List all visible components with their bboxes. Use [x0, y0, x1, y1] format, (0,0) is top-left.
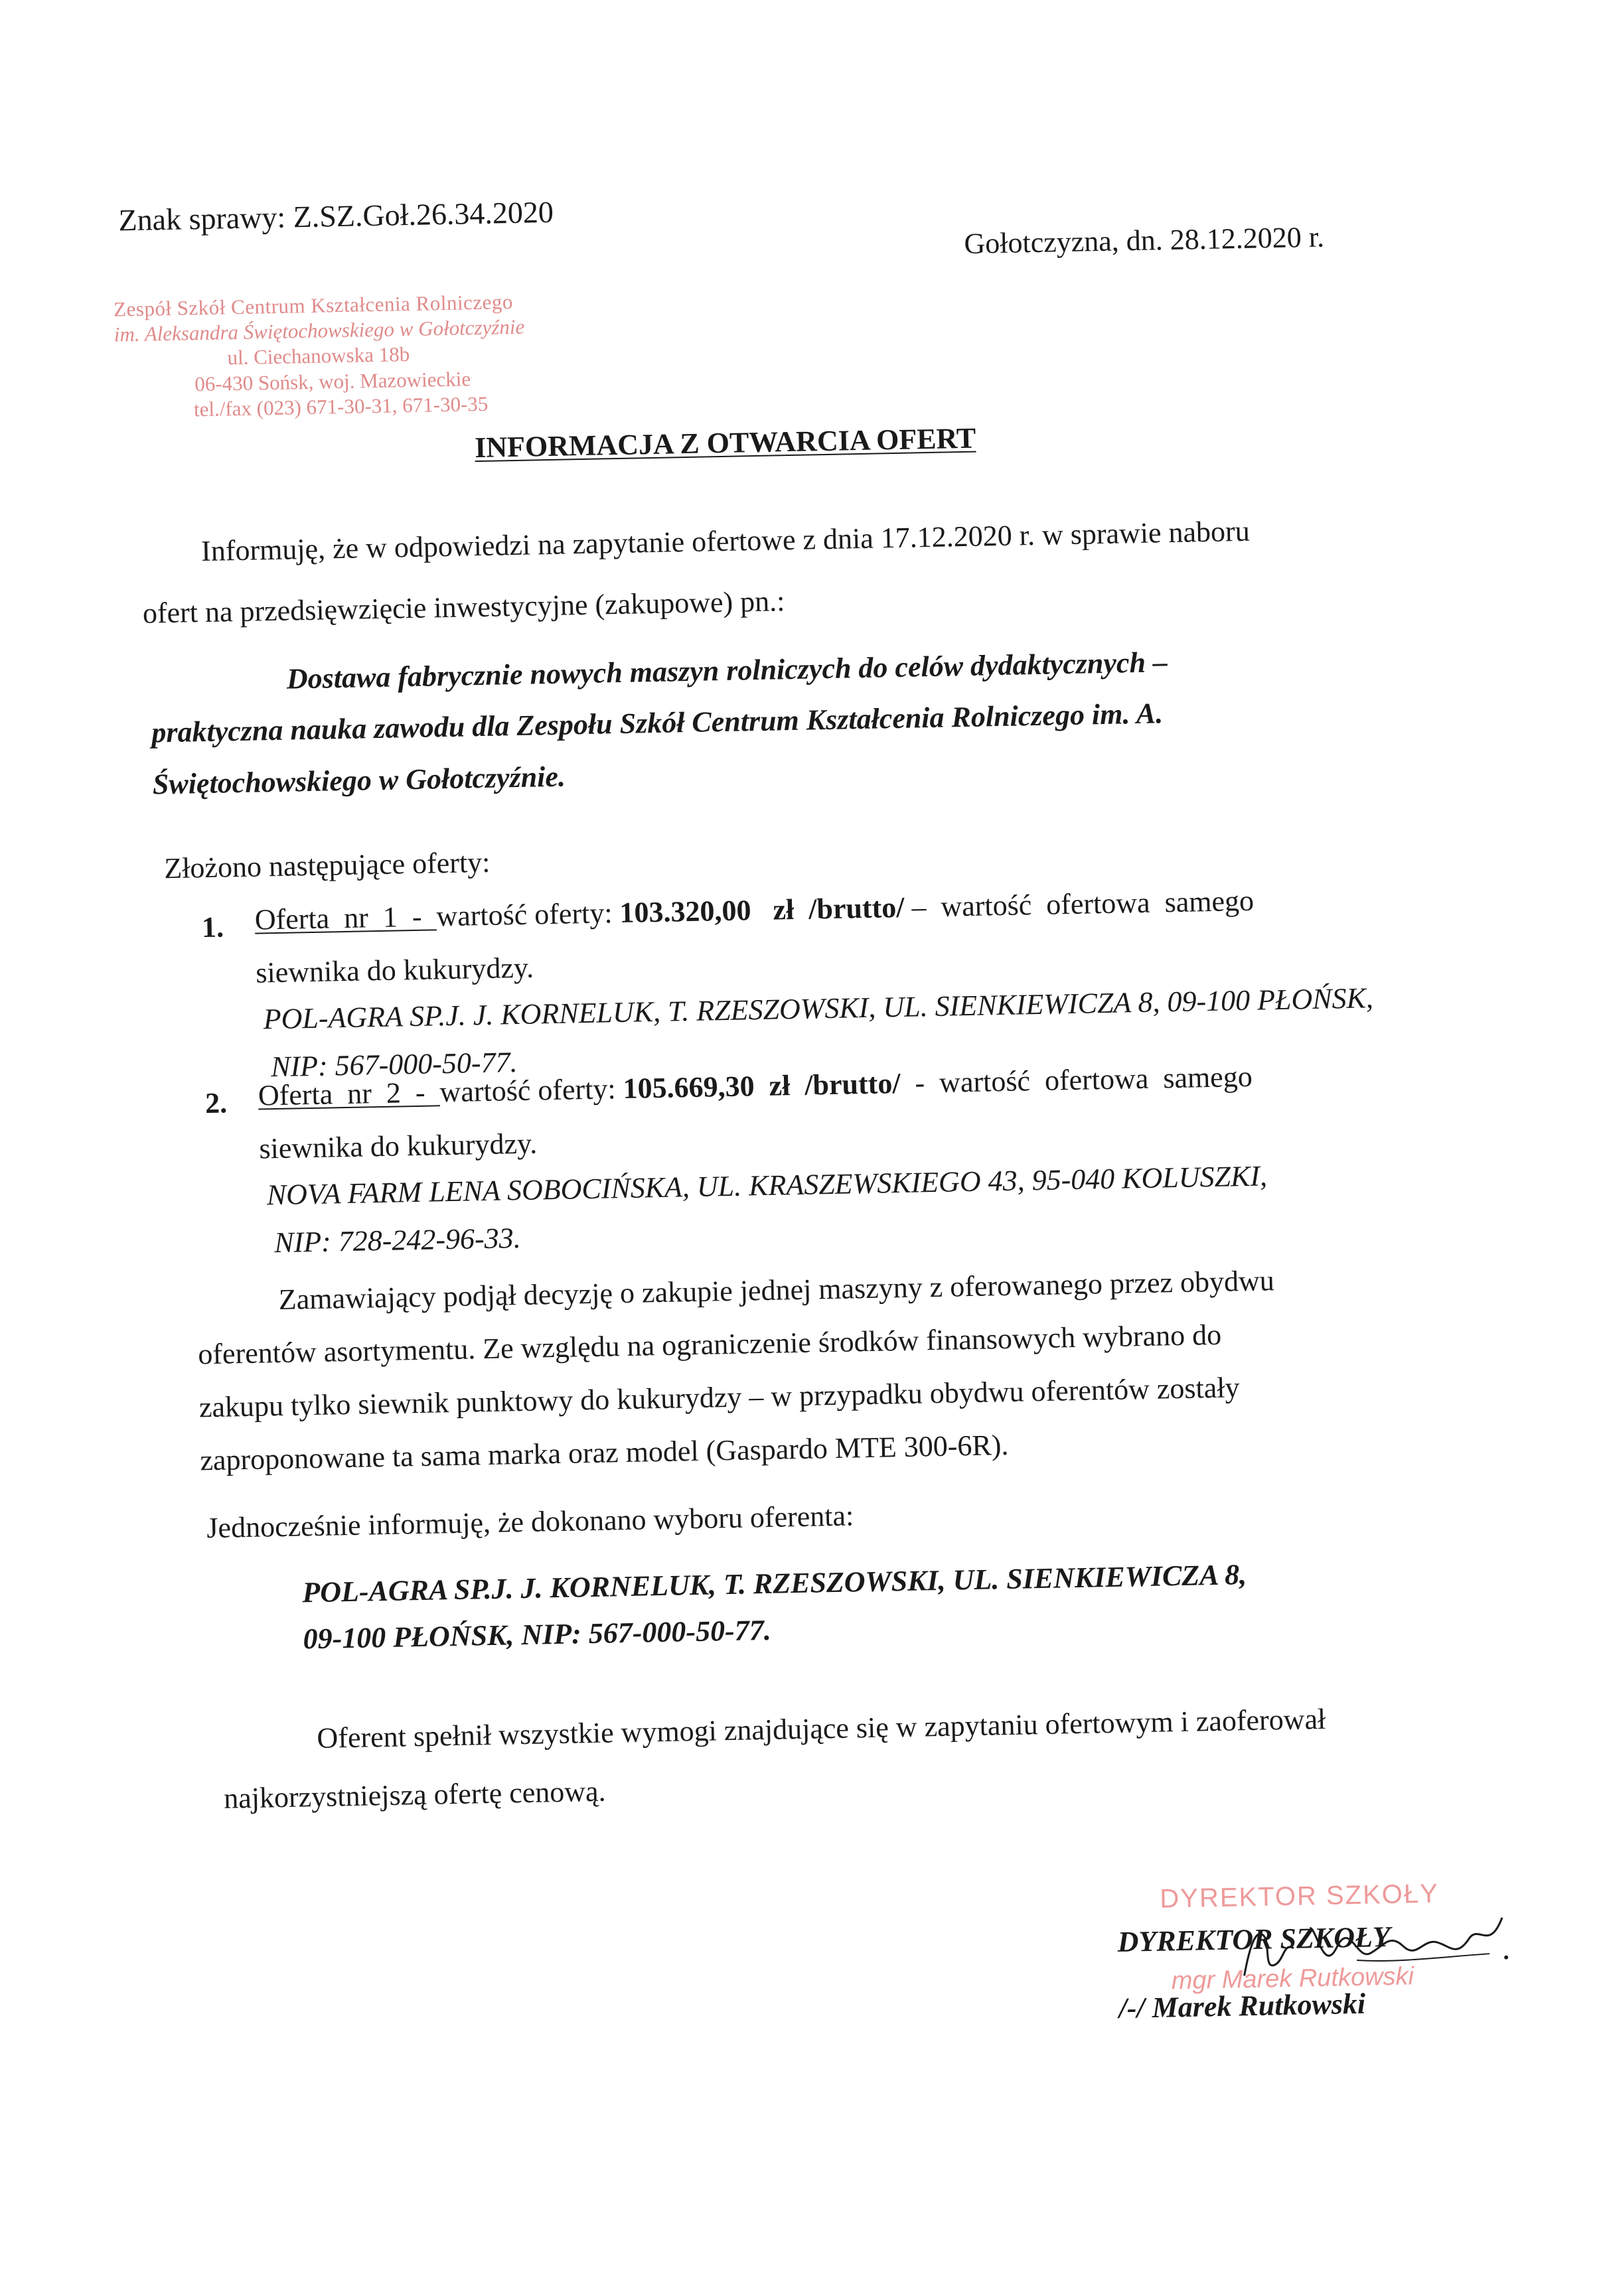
offer-subject: siewnika do kukurydzy.: [255, 951, 534, 989]
stamp-title: DYREKTOR SZKOŁY: [1159, 1879, 1440, 1914]
stamp-line: Zespół Szkół Centrum Kształcenia Rolniczego: [113, 289, 514, 321]
offer-number: 2.: [204, 1086, 228, 1120]
stamp-line: tel./fax (023) 671-30-31, 671-30-35: [193, 392, 489, 421]
offer-value-prefix: wartość oferty:: [439, 1072, 617, 1109]
signature-name: /-/ Marek Rutkowski: [1118, 1987, 1366, 2025]
project-title-line: Dostawa fabrycznie nowych maszyn rolniczych do celów dydaktycznych –: [286, 646, 1168, 695]
offer-value-suffix: – wartość ofertowa samego: [903, 884, 1255, 924]
document-title: INFORMACJA Z OTWARCIA OFERT: [474, 421, 976, 465]
project-title-line: praktyczna nauka zawodu dla Zespołu Szkół Centrum Kształcenia Rolniczego im. A.: [151, 697, 1164, 749]
intro-line: ofert na przedsięwzięcie inwestycyjne (zakupowe) pn.:: [142, 585, 785, 630]
decision-line: oferentów asortymentu. Ze względu na ograniczenie środków finansowych wybrano do: [197, 1318, 1222, 1371]
stamp-line: ul. Ciechanowska 18b: [227, 342, 410, 370]
offer-number: 1.: [201, 910, 224, 944]
offer-nip: NIP: 728-242-96-33.: [273, 1222, 522, 1259]
offer-nip: NIP: 567-000-50-77.: [270, 1046, 518, 1084]
offer-value: 105.669,30 zł /brutto/: [623, 1066, 901, 1106]
selected-offerer-line: POL-AGRA SP.J. J. KORNELUK, T. RZESZOWSKI, UL. SIENKIEWICZA 8,: [301, 1558, 1247, 1609]
offer-company: POL-AGRA SP.J. J. KORNELUK, T. RZESZOWSKI, UL. SIENKIEWICZA 8, 09-100 PŁOŃSK,: [263, 981, 1374, 1036]
offer-value: 103.320,00 zł /brutto/: [619, 891, 905, 930]
offer-summary: [254, 884, 1254, 938]
handwritten-signature: [1237, 1897, 1517, 1995]
signature-title: DYREKTOR SZKOŁY: [1117, 1920, 1391, 1958]
intro-line: Informuję, że w odpowiedzi na zapytanie ofertowe z dnia 17.12.2020 r. w sprawie naboru: [200, 514, 1251, 568]
decision-line: zaproponowane ta sama marka oraz model (Gaspardo MTE 300-6R).: [199, 1428, 1009, 1477]
project-title-line: Świętochowskiego w Gołotczyźnie.: [152, 760, 566, 801]
decision-line: Zamawiający podjął decyzję o zakupie jednej maszyny z oferowanego przez obydwu: [278, 1264, 1275, 1317]
offer-label: Oferta nr 2 -: [258, 1076, 441, 1112]
case-number: Znak sprawy: Z.SZ.Goł.26.34.2020: [118, 194, 554, 238]
stamp-line: im. Aleksandra Świętochowskiego w Gołotczyźnie: [114, 315, 525, 346]
offers-heading: Złożono następujące oferty:: [163, 845, 491, 885]
offer-label: Oferta nr 1 -: [254, 900, 437, 936]
decision-line: zakupu tylko siewnik punktowy do kukurydzy – w przypadku obydwu oferentów zostały: [198, 1371, 1240, 1424]
closing-line: Oferent spełnił wszystkie wymogi znajdujące się w zapytaniu ofertowym i zaoferował: [317, 1702, 1326, 1755]
offer-company: NOVA FARM LENA SOBOCIŃSKA, UL. KRASZEWSKIEGO 43, 95-040 KOLUSZKI,: [266, 1159, 1268, 1212]
stamp-line: 06-430 Sońsk, woj. Mazowieckie: [194, 367, 471, 396]
selected-offerer-line: 09-100 PŁOŃSK, NIP: 567-000-50-77.: [303, 1613, 772, 1656]
selection-intro: Jednocześnie informuję, że dokonano wyboru oferenta:: [206, 1499, 854, 1545]
offer-value-suffix: - wartość ofertowa samego: [900, 1060, 1253, 1100]
offer-subject: siewnika do kukurydzy.: [258, 1127, 538, 1165]
place-date: Gołotczyzna, dn. 28.12.2020 r.: [963, 220, 1325, 260]
closing-line: najkorzystniejszą ofertę cenową.: [223, 1774, 607, 1815]
signature-scribble: [1237, 1897, 1517, 1995]
stamp-name: mgr Marek Rutkowski: [1171, 1962, 1414, 1995]
offer-value-prefix: wartość oferty:: [435, 897, 613, 933]
